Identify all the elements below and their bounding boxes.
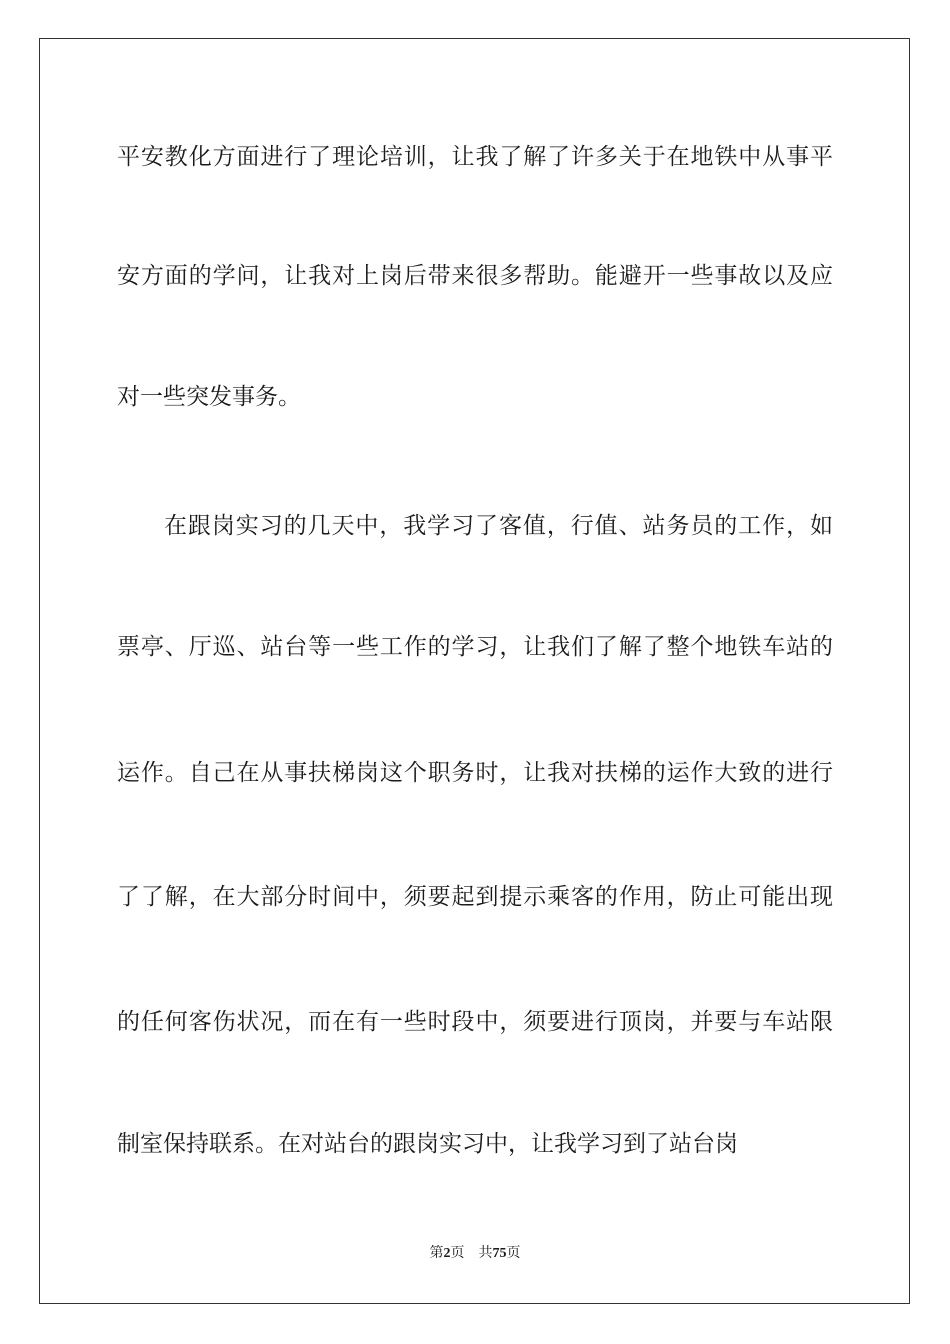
total-suffix: 页 bbox=[506, 1245, 521, 1261]
paragraph-line: 对一些突发事务。 bbox=[117, 384, 301, 410]
page-footer bbox=[0, 1244, 950, 1263]
paragraph-line: 安方面的学问，让我对上岗后带来很多帮助。能避开一些事故以及应 bbox=[117, 263, 833, 289]
paragraph-line: 制室保持联系。在对站台的跟岗实习中，让我学习到了站台岗 bbox=[117, 1131, 738, 1157]
page-suffix: 页 bbox=[450, 1245, 465, 1261]
total-prefix: 共 bbox=[478, 1245, 493, 1261]
page-number: 2 bbox=[443, 1246, 451, 1261]
page-border bbox=[39, 38, 910, 1304]
page-prefix: 第 bbox=[429, 1245, 444, 1261]
paragraph-line: 的任何客伤状况，而在有一些时段中，须要进行顶岗，并要与车站限 bbox=[117, 1009, 833, 1035]
paragraph-line: 了了解，在大部分时间中，须要起到提示乘客的作用，防止可能出现 bbox=[117, 884, 833, 910]
paragraph-line: 平安教化方面进行了理论培训，让我了解了许多关于在地铁中从事平 bbox=[117, 144, 833, 170]
paragraph-line-indented: 在跟岗实习的几天中，我学习了客值，行值、站务员的工作，如 bbox=[164, 513, 833, 539]
paragraph-line: 票亭、厅巡、站台等一些工作的学习，让我们了解了整个地铁车站的 bbox=[117, 634, 833, 660]
paragraph-line: 运作。自己在从事扶梯岗这个职务时，让我对扶梯的运作大致的进行 bbox=[117, 760, 833, 786]
total-pages: 75 bbox=[492, 1246, 507, 1261]
